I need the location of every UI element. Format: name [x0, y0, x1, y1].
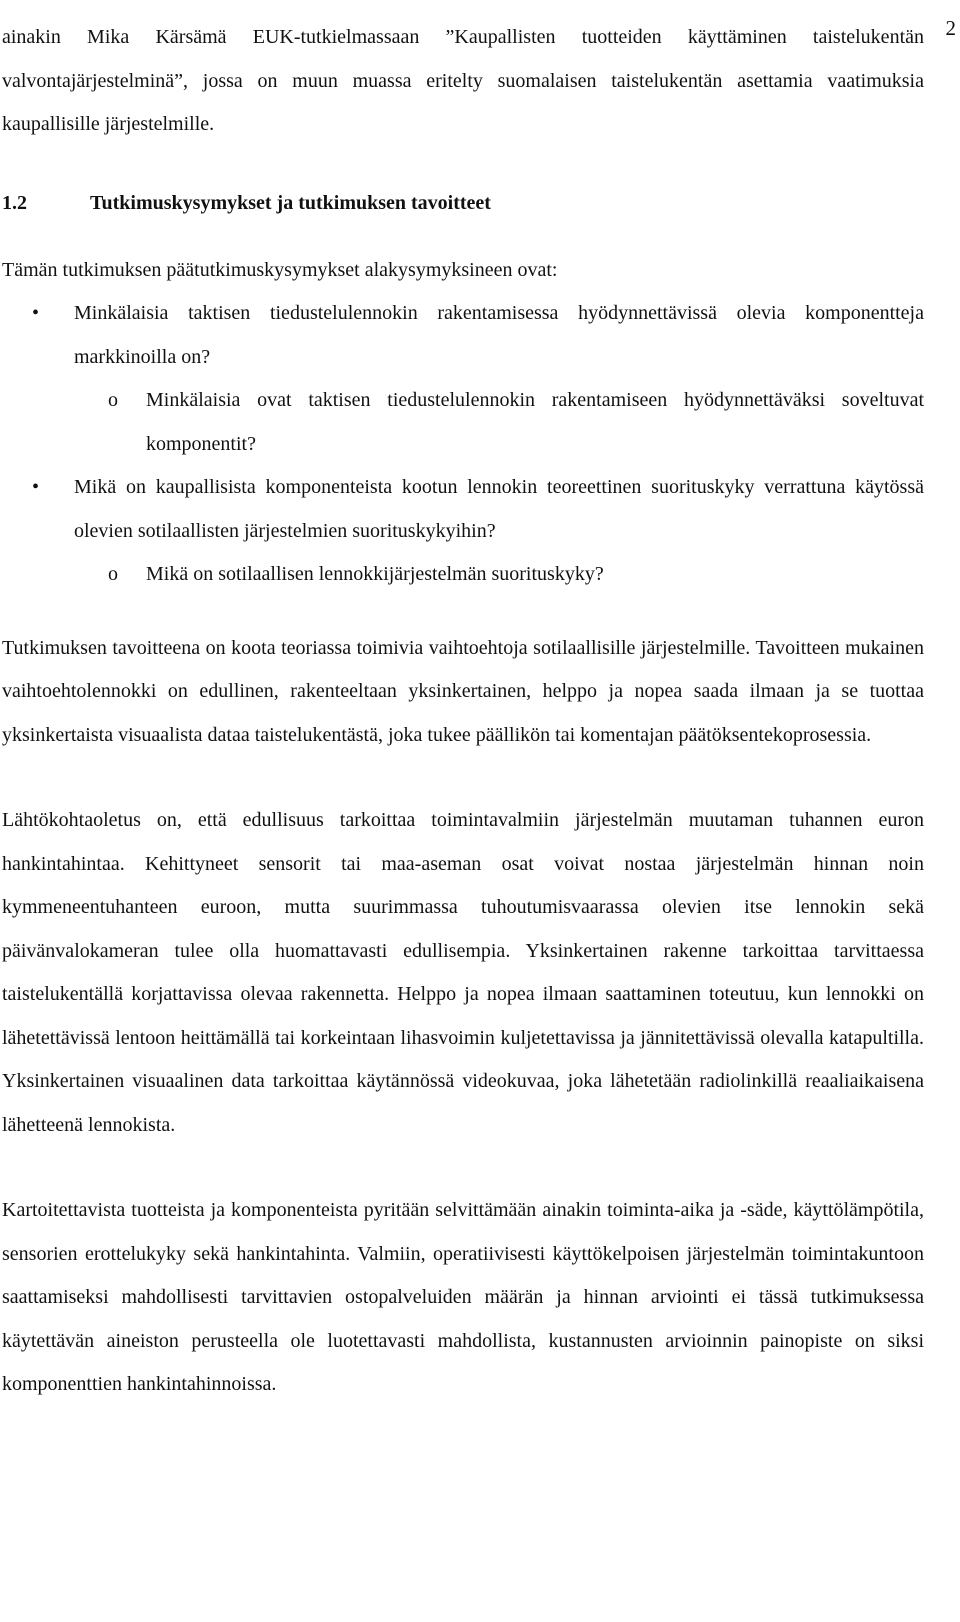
- subquestion-item: [2, 379, 924, 466]
- subquestion-item: [2, 553, 924, 597]
- subquestion-text: Mikä on sotilaallisen lennokkijärjestelmän suorituskyky?: [146, 563, 604, 585]
- paragraph-goals: Tutkimuksen tavoitteena on koota teoriassa toimivia vaihtoehtoja sotilaallisille järjestelmille. Tavoitteen mukainen vaihtoehtolennokki on edullinen, rakenteeltaan yksinkertainen, helppo ja nopea saada ilmaan ja se tuottaa yksinkertaista visuaalista dataa taistelukentästä, joka tukee päällikön tai komentajan päätöksentekoprosessia.: [2, 636, 924, 746]
- section-heading: [2, 191, 924, 215]
- page-content: [2, 16, 924, 1407]
- bullet-icon: •: [32, 476, 40, 498]
- paragraph-assumptions: Lähtökohtaoletus on, että edullisuus tarkoittaa toimintavalmiin järjestelmän muutaman tuhannen euron hankintahintaa. Kehittyneet sensorit tai maa-aseman osat voivat nostaa järjestelmän hinnan noin kymmeneentuhanteen euroon, mutta suurimmassa tuhoutumisvaarassa olevien itse lennokin sekä päivänvalokameran tulee olla huomattavasti edullisempia. Yksinkertainen rakenne tarkoittaa tarvittaessa taistelukentällä korjattavissa olevaa rakennetta. Helppo ja nopea ilmaan saattaminen toteutuu, kun lennokki on lähetettävissä lentoon heittämällä tai korkeintaan lihasvoimin kuljetettavissa ja jännitettävissä olevalla katapultilla. Yksinkertainen visuaalinen data tarkoittaa käytännössä videokuvaa, joka lähetetään radiolinkillä reaaliaikaisena lähetteenä lennokista.: [2, 809, 924, 1136]
- paragraph-survey: Kartoitettavista tuotteista ja komponenteista pyritään selvittämään ainakin toiminta-aika ja -säde, käyttölämpötila, sensorien erottelukyky sekä hankintahinta. Valmiin, operatiivisesti käyttökelpoisen järjestelmän toimintakuntoon saattamiseksi mahdollisesti tarvittavien ostopalveluiden määrän ja hinnan arviointi ei tässä tutkimuksessa käytettävän aineiston perusteella ole luotettavasti mahdollista, kustannusten arvioinnin painopiste on siksi komponenttien hankintahinnoissa.: [2, 1199, 924, 1395]
- section-number: 1.2: [2, 191, 27, 214]
- question-item: [2, 292, 924, 379]
- question-text: Mikä on kaupallisista komponenteista kootun lennokin teoreettinen suorituskyky verrattuna käytössä olevien sotilaallisten järjestelmien suorituskykyihin?: [74, 476, 924, 542]
- page-number: 2: [945, 16, 956, 40]
- bullet-icon: •: [32, 302, 40, 324]
- circle-bullet-icon: o: [108, 389, 118, 411]
- subquestion-text: Minkälaisia ovat taktisen tiedustelulennokin rakentamiseen hyödynnettäväksi soveltuvat komponentit?: [146, 389, 924, 455]
- circle-bullet-icon: o: [108, 563, 118, 585]
- questions-intro: Tämän tutkimuksen päätutkimuskysymykset alakysymyksineen ovat:: [2, 258, 558, 281]
- question-item: [2, 466, 924, 553]
- section-title: Tutkimuskysymykset ja tutkimuksen tavoitteet: [90, 191, 491, 214]
- paragraph-continuation: ainakin Mika Kärsämä EUK-tutkielmassaan ”Kaupallisten tuotteiden käyttäminen taistelukentän valvontajärjestelminä”, jossa on muun muassa eritelty suomalaisen taistelukentän asettamia vaatimuksia kaupallisille järjestelmille.: [2, 26, 924, 135]
- question-text: Minkälaisia taktisen tiedustelulennokin rakentamisessa hyödynnettävissä olevia komponentteja markkinoilla on?: [74, 302, 924, 368]
- question-list: [2, 292, 924, 597]
